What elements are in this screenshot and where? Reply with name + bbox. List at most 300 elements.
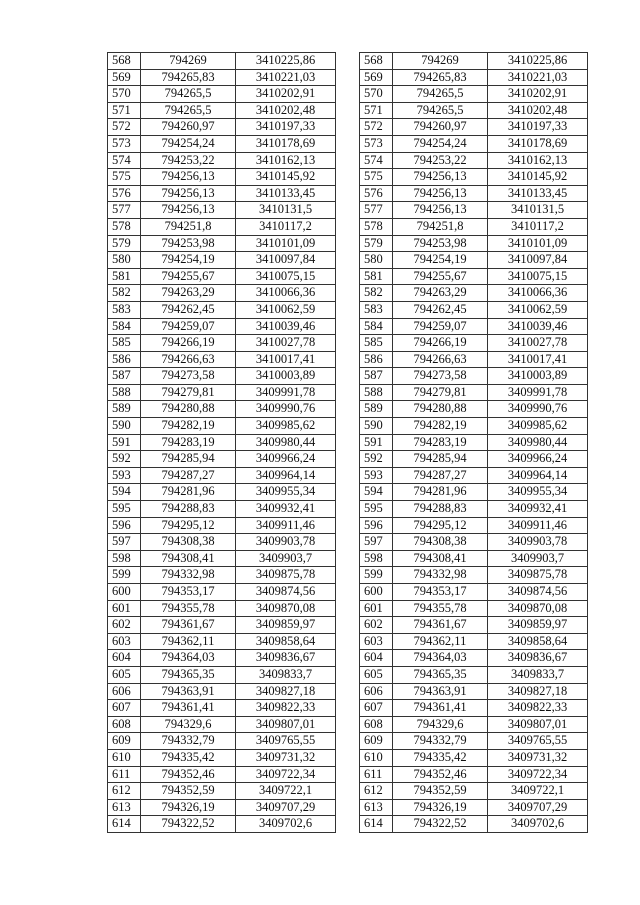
point-number-cell: 584 (108, 318, 141, 335)
point-number-cell: 613 (108, 799, 141, 816)
table-row (360, 218, 588, 235)
point-number-cell: 607 (360, 700, 393, 717)
y-coordinate-cell: 3409990,76 (488, 401, 588, 418)
y-coordinate-cell: 3409966,24 (488, 451, 588, 468)
y-coordinate-cell: 3410017,41 (236, 351, 336, 368)
x-coordinate-cell: 794251,8 (141, 218, 236, 235)
point-number-cell: 602 (360, 617, 393, 634)
point-number-cell: 578 (108, 218, 141, 235)
y-coordinate-cell: 3409964,14 (488, 467, 588, 484)
point-number-cell: 612 (108, 783, 141, 800)
x-coordinate-cell: 794335,42 (393, 749, 488, 766)
y-coordinate-cell: 3409859,97 (488, 617, 588, 634)
x-coordinate-cell: 794255,67 (141, 268, 236, 285)
point-number-cell: 601 (360, 600, 393, 617)
y-coordinate-cell: 3410075,15 (236, 268, 336, 285)
point-number-cell: 608 (360, 716, 393, 733)
point-number-cell: 603 (108, 633, 141, 650)
x-coordinate-cell: 794363,91 (393, 683, 488, 700)
table-row (360, 467, 588, 484)
table-row (360, 666, 588, 683)
table-row (360, 368, 588, 385)
y-coordinate-cell: 3409870,08 (236, 600, 336, 617)
x-coordinate-cell: 794263,29 (141, 285, 236, 302)
table-row (108, 434, 336, 451)
y-coordinate-cell: 3409874,56 (236, 584, 336, 601)
point-number-cell: 599 (108, 567, 141, 584)
x-coordinate-cell: 794253,98 (141, 235, 236, 252)
y-coordinate-cell: 3409707,29 (236, 799, 336, 816)
x-coordinate-cell: 794335,42 (141, 749, 236, 766)
y-coordinate-cell: 3409765,55 (488, 733, 588, 750)
x-coordinate-cell: 794259,07 (393, 318, 488, 335)
point-number-cell: 572 (108, 119, 141, 136)
y-coordinate-cell: 3409827,18 (236, 683, 336, 700)
table-row (360, 86, 588, 103)
y-coordinate-cell: 3409731,32 (236, 749, 336, 766)
x-coordinate-cell: 794329,6 (141, 716, 236, 733)
table-row (108, 650, 336, 667)
y-coordinate-cell: 3410039,46 (236, 318, 336, 335)
x-coordinate-cell: 794256,13 (141, 185, 236, 202)
x-coordinate-cell: 794363,91 (141, 683, 236, 700)
y-coordinate-cell: 3409722,1 (236, 783, 336, 800)
point-number-cell: 576 (360, 185, 393, 202)
table-row (360, 252, 588, 269)
x-coordinate-cell: 794256,13 (141, 202, 236, 219)
x-coordinate-cell: 794256,13 (393, 185, 488, 202)
table-row (360, 584, 588, 601)
x-coordinate-cell: 794365,35 (393, 666, 488, 683)
table-row (360, 53, 588, 70)
table-row (108, 135, 336, 152)
x-coordinate-cell: 794322,52 (393, 816, 488, 833)
y-coordinate-cell: 3409859,97 (236, 617, 336, 634)
table-row (108, 335, 336, 352)
y-coordinate-cell: 3409903,7 (488, 550, 588, 567)
x-coordinate-cell: 794352,46 (141, 766, 236, 783)
x-coordinate-cell: 794361,41 (393, 700, 488, 717)
x-coordinate-cell: 794326,19 (141, 799, 236, 816)
table-row (108, 749, 336, 766)
y-coordinate-cell: 3409991,78 (236, 384, 336, 401)
x-coordinate-cell: 794329,6 (393, 716, 488, 733)
table-row (360, 335, 588, 352)
point-number-cell: 602 (108, 617, 141, 634)
table-row (108, 119, 336, 136)
point-number-cell: 575 (108, 169, 141, 186)
y-coordinate-cell: 3409836,67 (236, 650, 336, 667)
y-coordinate-cell: 3409903,78 (488, 534, 588, 551)
y-coordinate-cell: 3409722,34 (488, 766, 588, 783)
point-number-cell: 609 (360, 733, 393, 750)
y-coordinate-cell: 3409707,29 (488, 799, 588, 816)
y-coordinate-cell: 3409807,01 (488, 716, 588, 733)
x-coordinate-cell: 794266,63 (393, 351, 488, 368)
y-coordinate-cell: 3409875,78 (236, 567, 336, 584)
y-coordinate-cell: 3410117,2 (236, 218, 336, 235)
y-coordinate-cell: 3410017,41 (488, 351, 588, 368)
y-coordinate-cell: 3410162,13 (236, 152, 336, 169)
point-number-cell: 574 (108, 152, 141, 169)
point-number-cell: 583 (360, 301, 393, 318)
table-row (360, 301, 588, 318)
table-row (108, 617, 336, 634)
point-number-cell: 610 (360, 749, 393, 766)
x-coordinate-cell: 794263,29 (393, 285, 488, 302)
point-number-cell: 573 (360, 135, 393, 152)
y-coordinate-cell: 3409731,32 (488, 749, 588, 766)
table-row (108, 69, 336, 86)
point-number-cell: 596 (360, 517, 393, 534)
point-number-cell: 583 (108, 301, 141, 318)
table-row (108, 666, 336, 683)
point-number-cell: 597 (360, 534, 393, 551)
y-coordinate-cell: 3409985,62 (236, 418, 336, 435)
point-number-cell: 582 (108, 285, 141, 302)
y-coordinate-cell: 3409858,64 (236, 633, 336, 650)
table-row (108, 799, 336, 816)
y-coordinate-cell: 3409903,7 (236, 550, 336, 567)
x-coordinate-cell: 794352,46 (393, 766, 488, 783)
x-coordinate-cell: 794361,67 (141, 617, 236, 634)
table-row (108, 169, 336, 186)
table-row (360, 119, 588, 136)
point-number-cell: 591 (108, 434, 141, 451)
x-coordinate-cell: 794283,19 (393, 434, 488, 451)
x-coordinate-cell: 794352,59 (141, 783, 236, 800)
coordinates-table-left (107, 52, 336, 833)
table-row (360, 451, 588, 468)
table-row (360, 185, 588, 202)
table-row (360, 550, 588, 567)
table-row (108, 53, 336, 70)
y-coordinate-cell: 3409822,33 (488, 700, 588, 717)
y-coordinate-cell: 3410197,33 (488, 119, 588, 136)
table-row (360, 418, 588, 435)
point-number-cell: 581 (108, 268, 141, 285)
y-coordinate-cell: 3410202,91 (236, 86, 336, 103)
y-coordinate-cell: 3410197,33 (236, 119, 336, 136)
table-row (108, 384, 336, 401)
point-number-cell: 608 (108, 716, 141, 733)
point-number-cell: 600 (108, 584, 141, 601)
point-number-cell: 586 (360, 351, 393, 368)
table-row (108, 451, 336, 468)
y-coordinate-cell: 3409722,34 (236, 766, 336, 783)
point-number-cell: 605 (108, 666, 141, 683)
table-row (360, 799, 588, 816)
y-coordinate-cell: 3410003,89 (236, 368, 336, 385)
point-number-cell: 612 (360, 783, 393, 800)
table-row (108, 202, 336, 219)
point-number-cell: 569 (108, 69, 141, 86)
x-coordinate-cell: 794255,67 (393, 268, 488, 285)
y-coordinate-cell: 3410133,45 (488, 185, 588, 202)
table-row (360, 351, 588, 368)
y-coordinate-cell: 3410131,5 (236, 202, 336, 219)
x-coordinate-cell: 794287,27 (393, 467, 488, 484)
table-row (108, 418, 336, 435)
x-coordinate-cell: 794364,03 (393, 650, 488, 667)
y-coordinate-cell: 3410145,92 (488, 169, 588, 186)
y-coordinate-cell: 3409702,6 (236, 816, 336, 833)
point-number-cell: 571 (108, 102, 141, 119)
y-coordinate-cell: 3410221,03 (488, 69, 588, 86)
x-coordinate-cell: 794262,45 (393, 301, 488, 318)
table-row (360, 434, 588, 451)
x-coordinate-cell: 794288,83 (141, 501, 236, 518)
x-coordinate-cell: 794281,96 (393, 484, 488, 501)
x-coordinate-cell: 794332,79 (141, 733, 236, 750)
point-number-cell: 580 (108, 252, 141, 269)
x-coordinate-cell: 794308,41 (141, 550, 236, 567)
y-coordinate-cell: 3409966,24 (236, 451, 336, 468)
x-coordinate-cell: 794332,98 (141, 567, 236, 584)
table-row (108, 351, 336, 368)
table-row (360, 285, 588, 302)
table-row (360, 135, 588, 152)
table-row (360, 633, 588, 650)
x-coordinate-cell: 794260,97 (141, 119, 236, 136)
y-coordinate-cell: 3410027,78 (488, 335, 588, 352)
x-coordinate-cell: 794265,5 (393, 102, 488, 119)
y-coordinate-cell: 3409765,55 (236, 733, 336, 750)
point-number-cell: 599 (360, 567, 393, 584)
table-row (108, 733, 336, 750)
point-number-cell: 604 (360, 650, 393, 667)
x-coordinate-cell: 794355,78 (393, 600, 488, 617)
point-number-cell: 577 (360, 202, 393, 219)
x-coordinate-cell: 794256,13 (141, 169, 236, 186)
point-number-cell: 592 (108, 451, 141, 468)
table-row (108, 252, 336, 269)
x-coordinate-cell: 794265,83 (393, 69, 488, 86)
point-number-cell: 577 (108, 202, 141, 219)
y-coordinate-cell: 3410178,69 (236, 135, 336, 152)
y-coordinate-cell: 3409874,56 (488, 584, 588, 601)
x-coordinate-cell: 794266,63 (141, 351, 236, 368)
x-coordinate-cell: 794361,41 (141, 700, 236, 717)
y-coordinate-cell: 3409833,7 (488, 666, 588, 683)
point-number-cell: 590 (108, 418, 141, 435)
point-number-cell: 614 (360, 816, 393, 833)
x-coordinate-cell: 794281,96 (141, 484, 236, 501)
table-row (108, 484, 336, 501)
y-coordinate-cell: 3410178,69 (488, 135, 588, 152)
y-coordinate-cell: 3410039,46 (488, 318, 588, 335)
y-coordinate-cell: 3409702,6 (488, 816, 588, 833)
y-coordinate-cell: 3409858,64 (488, 633, 588, 650)
table-row (360, 318, 588, 335)
table-row (108, 318, 336, 335)
table-row (360, 716, 588, 733)
y-coordinate-cell: 3409875,78 (488, 567, 588, 584)
coordinates-table-right (359, 52, 588, 833)
point-number-cell: 595 (360, 501, 393, 518)
x-coordinate-cell: 794353,17 (393, 584, 488, 601)
x-coordinate-cell: 794273,58 (141, 368, 236, 385)
table-row (360, 617, 588, 634)
x-coordinate-cell: 794355,78 (141, 600, 236, 617)
table-row (360, 501, 588, 518)
point-number-cell: 590 (360, 418, 393, 435)
point-number-cell: 585 (108, 335, 141, 352)
y-coordinate-cell: 3409833,7 (236, 666, 336, 683)
y-coordinate-cell: 3410162,13 (488, 152, 588, 169)
y-coordinate-cell: 3409870,08 (488, 600, 588, 617)
table-row (360, 401, 588, 418)
table-row (108, 401, 336, 418)
x-coordinate-cell: 794326,19 (393, 799, 488, 816)
x-coordinate-cell: 794253,22 (141, 152, 236, 169)
point-number-cell: 603 (360, 633, 393, 650)
x-coordinate-cell: 794285,94 (141, 451, 236, 468)
point-number-cell: 600 (360, 584, 393, 601)
x-coordinate-cell: 794269 (141, 53, 236, 70)
y-coordinate-cell: 3410202,48 (236, 102, 336, 119)
point-number-cell: 588 (108, 384, 141, 401)
x-coordinate-cell: 794254,19 (393, 252, 488, 269)
y-coordinate-cell: 3410202,48 (488, 102, 588, 119)
table-row (108, 86, 336, 103)
y-coordinate-cell: 3410027,78 (236, 335, 336, 352)
point-number-cell: 606 (108, 683, 141, 700)
point-number-cell: 570 (108, 86, 141, 103)
y-coordinate-cell: 3409980,44 (236, 434, 336, 451)
table-row (108, 368, 336, 385)
x-coordinate-cell: 794259,07 (141, 318, 236, 335)
point-number-cell: 570 (360, 86, 393, 103)
x-coordinate-cell: 794332,98 (393, 567, 488, 584)
point-number-cell: 598 (360, 550, 393, 567)
x-coordinate-cell: 794251,8 (393, 218, 488, 235)
y-coordinate-cell: 3409722,1 (488, 783, 588, 800)
table-row (360, 235, 588, 252)
x-coordinate-cell: 794279,81 (393, 384, 488, 401)
point-number-cell: 579 (360, 235, 393, 252)
y-coordinate-cell: 3409807,01 (236, 716, 336, 733)
x-coordinate-cell: 794265,5 (393, 86, 488, 103)
y-coordinate-cell: 3410131,5 (488, 202, 588, 219)
point-number-cell: 597 (108, 534, 141, 551)
table-row (108, 600, 336, 617)
table-row (108, 766, 336, 783)
table-row (108, 268, 336, 285)
table-row (360, 268, 588, 285)
x-coordinate-cell: 794352,59 (393, 783, 488, 800)
x-coordinate-cell: 794295,12 (393, 517, 488, 534)
point-number-cell: 611 (108, 766, 141, 783)
point-number-cell: 594 (360, 484, 393, 501)
table-row (108, 633, 336, 650)
x-coordinate-cell: 794308,41 (393, 550, 488, 567)
point-number-cell: 576 (108, 185, 141, 202)
x-coordinate-cell: 794260,97 (393, 119, 488, 136)
table-row (108, 285, 336, 302)
point-number-cell: 586 (108, 351, 141, 368)
point-number-cell: 588 (360, 384, 393, 401)
point-number-cell: 585 (360, 335, 393, 352)
y-coordinate-cell: 3410062,59 (236, 301, 336, 318)
table-row (360, 816, 588, 833)
x-coordinate-cell: 794265,5 (141, 102, 236, 119)
table-row (360, 700, 588, 717)
x-coordinate-cell: 794253,22 (393, 152, 488, 169)
x-coordinate-cell: 794282,19 (141, 418, 236, 435)
point-number-cell: 580 (360, 252, 393, 269)
table-row (108, 700, 336, 717)
x-coordinate-cell: 794362,11 (393, 633, 488, 650)
point-number-cell: 572 (360, 119, 393, 136)
point-number-cell: 581 (360, 268, 393, 285)
table-row (360, 766, 588, 783)
table-row (360, 567, 588, 584)
y-coordinate-cell: 3410117,2 (488, 218, 588, 235)
y-coordinate-cell: 3409980,44 (488, 434, 588, 451)
point-number-cell: 584 (360, 318, 393, 335)
x-coordinate-cell: 794322,52 (141, 816, 236, 833)
y-coordinate-cell: 3409990,76 (236, 401, 336, 418)
table-row (108, 301, 336, 318)
x-coordinate-cell: 794266,19 (141, 335, 236, 352)
y-coordinate-cell: 3410101,09 (488, 235, 588, 252)
x-coordinate-cell: 794362,11 (141, 633, 236, 650)
y-coordinate-cell: 3409903,78 (236, 534, 336, 551)
table-row (108, 683, 336, 700)
table-row (108, 517, 336, 534)
x-coordinate-cell: 794254,24 (141, 135, 236, 152)
point-number-cell: 605 (360, 666, 393, 683)
point-number-cell: 568 (360, 53, 393, 70)
x-coordinate-cell: 794287,27 (141, 467, 236, 484)
point-number-cell: 571 (360, 102, 393, 119)
point-number-cell: 595 (108, 501, 141, 518)
table-row (360, 169, 588, 186)
y-coordinate-cell: 3410097,84 (236, 252, 336, 269)
point-number-cell: 587 (360, 368, 393, 385)
y-coordinate-cell: 3409991,78 (488, 384, 588, 401)
y-coordinate-cell: 3409964,14 (236, 467, 336, 484)
y-coordinate-cell: 3410145,92 (236, 169, 336, 186)
table-row (360, 202, 588, 219)
x-coordinate-cell: 794364,03 (141, 650, 236, 667)
y-coordinate-cell: 3409932,41 (236, 501, 336, 518)
table-row (108, 235, 336, 252)
x-coordinate-cell: 794256,13 (393, 169, 488, 186)
table-row (360, 384, 588, 401)
point-number-cell: 604 (108, 650, 141, 667)
x-coordinate-cell: 794280,88 (393, 401, 488, 418)
table-row (108, 567, 336, 584)
y-coordinate-cell: 3409911,46 (236, 517, 336, 534)
y-coordinate-cell: 3410133,45 (236, 185, 336, 202)
x-coordinate-cell: 794332,79 (393, 733, 488, 750)
x-coordinate-cell: 794365,35 (141, 666, 236, 683)
x-coordinate-cell: 794280,88 (141, 401, 236, 418)
point-number-cell: 573 (108, 135, 141, 152)
y-coordinate-cell: 3410225,86 (236, 53, 336, 70)
x-coordinate-cell: 794273,58 (393, 368, 488, 385)
table-row (360, 650, 588, 667)
y-coordinate-cell: 3410062,59 (488, 301, 588, 318)
y-coordinate-cell: 3410101,09 (236, 235, 336, 252)
table-row (108, 467, 336, 484)
x-coordinate-cell: 794279,81 (141, 384, 236, 401)
point-number-cell: 589 (360, 401, 393, 418)
x-coordinate-cell: 794283,19 (141, 434, 236, 451)
table-row (360, 534, 588, 551)
